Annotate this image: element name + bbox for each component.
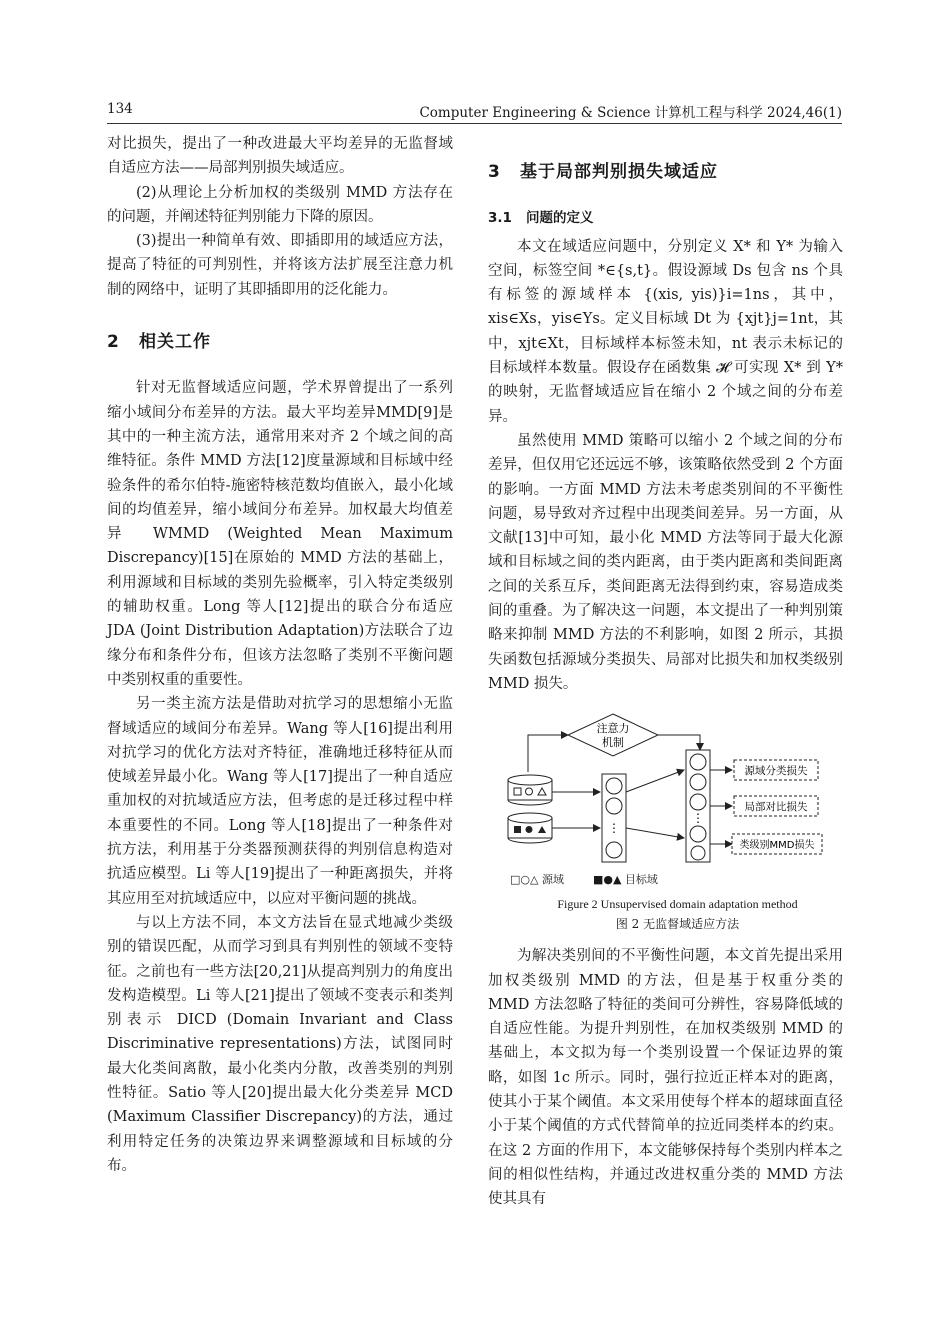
paragraph: 与以上方法不同，本文方法旨在显式地减少类级别的错误匹配，从而学习到具有判别性的领域不变特征。之前也有一些方法[20,21]从提高判别力的角度出发构造模型。Li 等人[21]提出了领域不变表示和类判别表示 DICD (Domain Invariant and Class Discriminative representations)方法，试图同时最大化类间离散，最小化类内分散，改善类别的判别性特征。Satio 等人[20]提出最大化分类差异 MCD (Maximum Classifier Discrepancy)的方法，通过利用特定任务的决策边界来调整源域和目标域的分布。 (107, 914, 453, 1174)
page-number: 134 (107, 101, 133, 117)
page-header (107, 97, 842, 124)
figure-caption-zh: 图 2 无监督域适应方法 (615, 917, 740, 932)
figure-legend (510, 872, 843, 888)
source-database-icon (508, 775, 552, 805)
class-mmd-loss-label: 类级别MMD损失 (739, 840, 815, 852)
attention-diamond (568, 714, 658, 756)
paragraph: 针对无监督域适应问题，学术界曾提出了一系列缩小域间分布差异的方法。最大平均差异MMD[9]是其中的一种主流方法，通常用来对齐 2 个域之间的高维特征。条件 MMD 方法[12]度量源域和目标域中经验条件的希尔伯特-施密特核范数均值嵌入，最小化域间的均值差异，缩小域间分布差异。加权最大均值差异 WMMD (Weighted Mean Maximum Discrepancy)[15]在原始的 MMD 方法的基础上，利用源域和目标域的类别先验概率，引入特定类级别的辅助权重。Long 等人[12]提出的联合分布适应 JDA (Joint Distribution Adaptation)方法联合了边缘分布和条件分布，但该方法忽略了类别不平衡问题中类别权重的重要性。 (107, 380, 453, 688)
method-diagram (488, 710, 843, 870)
section-number: 3 (488, 162, 501, 182)
attention-label-1: 注意力 (596, 722, 630, 736)
subsection-heading (488, 206, 843, 230)
source-legend-icon: □○△ (510, 873, 539, 887)
paragraph: 对比损失，提出了一种改进最大平均差异的无监督域自适应方法——局部判别损失域适应。 (107, 136, 453, 177)
section-number: 2 (107, 332, 120, 353)
subsection-number: 3.1 (488, 210, 512, 227)
encoder-layer (602, 774, 626, 862)
paragraph: 另一类主流方法是借助对抗学习的思想缩小无监督域适应的域间分布差异。Wang 等人[16]提出利用对抗学习的优化方法对齐特征，准确地迁移特征从而使域差异最小化。Wang 等人[17]提出了一种自适应重加权的对抗域适应方法，但考虑的是迁移过程中样本重要性的不同。Long 等人[18]提出了一种条件对抗方法，利用基于分类器预测获得的判别信息构造对抗适应模型。Li 等人[19]提出了一种距离损失，并将其应用至对抗域适应中，以应对平衡问题的挑战。 (107, 696, 453, 907)
target-legend-icon: ■●▲ (592, 873, 622, 887)
local-contrast-loss-label: 局部对比损失 (744, 801, 808, 814)
ellipsis-dots: ⋮ (692, 811, 704, 826)
paragraph: 为解决类别间的不平衡性问题，本文首先提出采用加权类级别 MMD 的方法，但是基于权重分类的 MMD 方法忽略了特征的类间可分辨性，容易降低域的自适应性能。为提升判别性，在加权类级别 MMD 的基础上，本文拟为每一个类别设置一个保证边界的策略，如图 1c 所示。同时，强行拉近正样本对的距离，使其小于某个阈值。本文采用使每个样本的超球面直径小于某个阈值的方式代替简单的拉近同类样本的约束。在这 2 方面的作用下，本文能够保持每个类别内样本之间的相似性结构，并通过改进权重分类的 MMD 方法使其具有 (488, 948, 843, 1208)
figure-2 (488, 710, 843, 870)
section-heading (107, 330, 453, 354)
paragraph: 本文在域适应问题中，分别定义 X* 和 Y* 为输入空间，标签空间 *∈{s,t}。假设源域 Ds 包含 ns 个具有标签的源域样本 {(xis, yis)}i=1ns，其中，xis∈Xs，yis∈Ys。定义目标域 Dt 为 {xjt}j=1nt，其中，xjt∈Xt，目标域样本标签未知，nt 表示未标记的目标域样本数量。假设存在函数集 𝓗 可实现 X* 到 Y* 的映射，无监督域适应旨在缩小 2 个域之间的分布差异。 (488, 238, 843, 425)
ellipsis-dots: ⋮ (608, 821, 620, 836)
section-heading (488, 160, 843, 184)
classifier-layer (686, 750, 710, 862)
target-database-icon (508, 813, 552, 843)
right-column (488, 132, 843, 1212)
source-classification-loss-label: 源域分类损失 (744, 765, 808, 778)
journal-title: Computer Engineering & Science 计算机工程与科学 2024,46(1) (419, 105, 842, 121)
figure-caption-en: Figure 2 Unsupervised domain adaptation method (557, 897, 798, 912)
paragraph: 虽然使用 MMD 策略可以缩小 2 个域之间的分布差异，但仅用它还远远不够，该策略依然受到 2 个方面的影响。一方面 MMD 方法未考虑类别间的不平衡性问题，易导致对齐过程中出现类间差异。另一方面，从文献[13]中可知，最小化 MMD 方法等同于最大化源域和目标域之间的类内距离，由于类内距离和类间距离之间的关系互斥，类间距离无法得到约束，容易造成类间的重叠。为了解决这一问题，本文提出了一种判别策略来抑制 MMD 方法的不利影响，如图 2 所示，其损失函数包括源域分类损失、局部对比损失和加权类级别 MMD 损失。 (488, 432, 843, 692)
section-title: 基于局部判别损失域适应 (520, 162, 718, 182)
source-legend-label: 源域 (541, 873, 564, 887)
paragraph: (2)从理论上分析加权的类级别 MMD 方法存在的问题，并阐述特征判别能力下降的原因。 (107, 184, 453, 225)
section-title: 相关工作 (139, 332, 211, 353)
target-legend-label: 目标域 (624, 873, 658, 887)
subsection-title: 问题的定义 (526, 210, 594, 227)
paragraph: (3)提出一种简单有效、即插即用的域适应方法，提高了特征的可判别性，并将该方法扩展至注意力机制的网络中，证明了其即插即用的泛化能力。 (107, 233, 453, 298)
attention-label-2: 机制 (602, 736, 624, 750)
left-column (107, 132, 453, 1178)
